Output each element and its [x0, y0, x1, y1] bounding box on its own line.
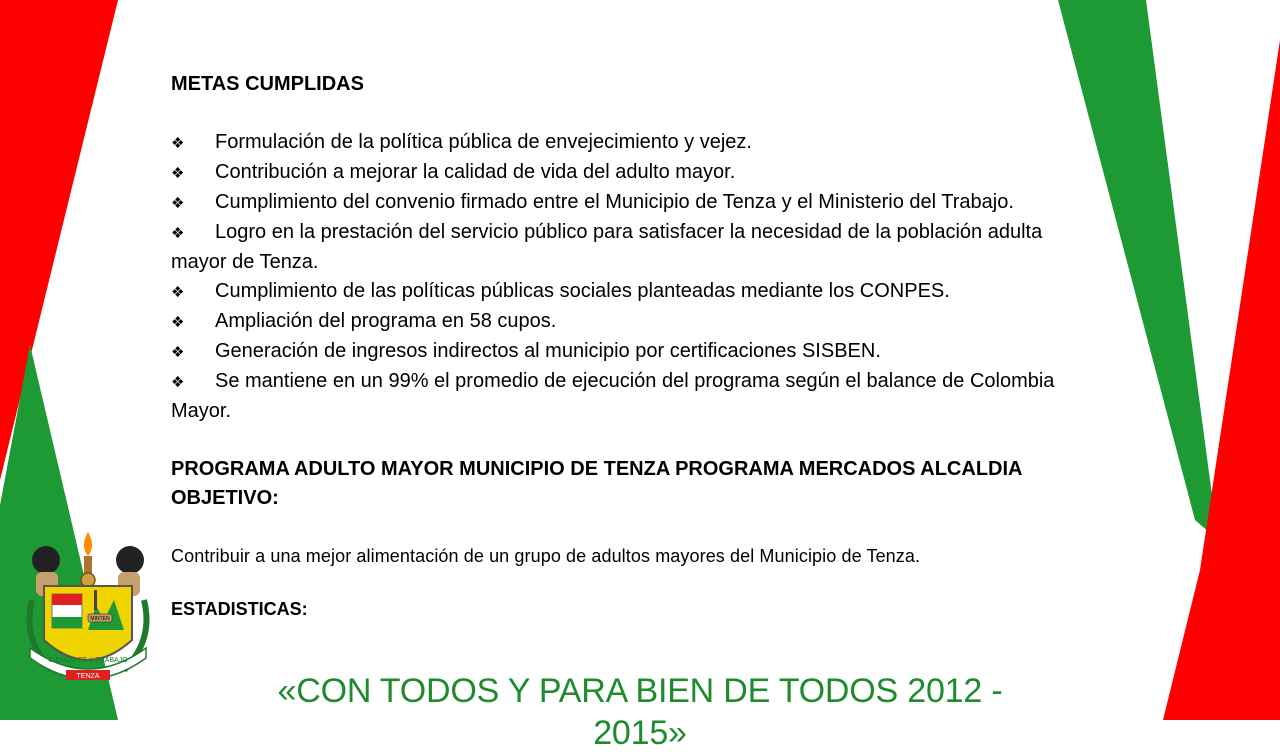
objective-text: Contribuir a una mejor alimentación de un grupo de adultos mayores del Municipio de Tenza.: [171, 546, 921, 566]
program-title: PROGRAMA ADULTO MAYOR MUNICIPIO DE TENZA PROGRAMA MERCADOS ALCALDIA OBJETIVO:: [171, 458, 1022, 509]
crest-motto-text: CIENCIA FE Y TRABAJO: [48, 657, 128, 664]
crest-town-text: TENZA: [76, 673, 100, 680]
left-red-stripe: [0, 0, 118, 480]
slide-content: [171, 70, 1086, 622]
goal-item: ❖ Formulación de la política pública de envejecimiento y vejez.: [171, 128, 1086, 158]
goal-item: ❖ Ampliación del programa en 58 cupos.: [171, 307, 1086, 337]
diamond-bullet-icon: ❖: [171, 284, 185, 301]
crest-plaque-text: MINTEN: [90, 616, 110, 622]
goal-item: ❖ Logro en la prestación del servicio público para satisfacer la necesidad de la población adulta mayor de Tenza.: [171, 221, 1043, 273]
goals-list: [171, 128, 1086, 426]
diamond-bullet-icon: ❖: [171, 374, 185, 391]
diamond-bullet-icon: ❖: [171, 135, 185, 152]
diamond-bullet-icon: ❖: [171, 195, 185, 212]
goal-item: ❖ Generación de ingresos indirectos al municipio por certificaciones SISBEN.: [171, 337, 1086, 367]
footer-slogan: «CON TODOS Y PARA BIEN DE TODOS 2012 - 2015»: [277, 672, 1003, 752]
goal-item: ❖ Se mantiene en un 99% el promedio de ejecución del programa según el balance de Colombia Mayor.: [171, 370, 1055, 422]
tenza-crest-logo: [22, 530, 154, 688]
goal-item: ❖ Cumplimiento del convenio firmado entre el Municipio de Tenza y el Ministerio del Trabajo.: [171, 188, 1086, 218]
diamond-bullet-icon: ❖: [171, 344, 185, 361]
section-title: METAS CUMPLIDAS: [171, 73, 364, 95]
diamond-bullet-icon: ❖: [171, 165, 185, 182]
goal-item: ❖ Cumplimiento de las políticas públicas sociales planteadas mediante los CONPES.: [171, 277, 1086, 307]
diamond-bullet-icon: ❖: [171, 225, 185, 242]
goal-item: ❖ Contribución a mejorar la calidad de vida del adulto mayor.: [171, 158, 1086, 188]
diamond-bullet-icon: ❖: [171, 314, 185, 331]
stats-title: ESTADISTICAS:: [171, 599, 308, 619]
